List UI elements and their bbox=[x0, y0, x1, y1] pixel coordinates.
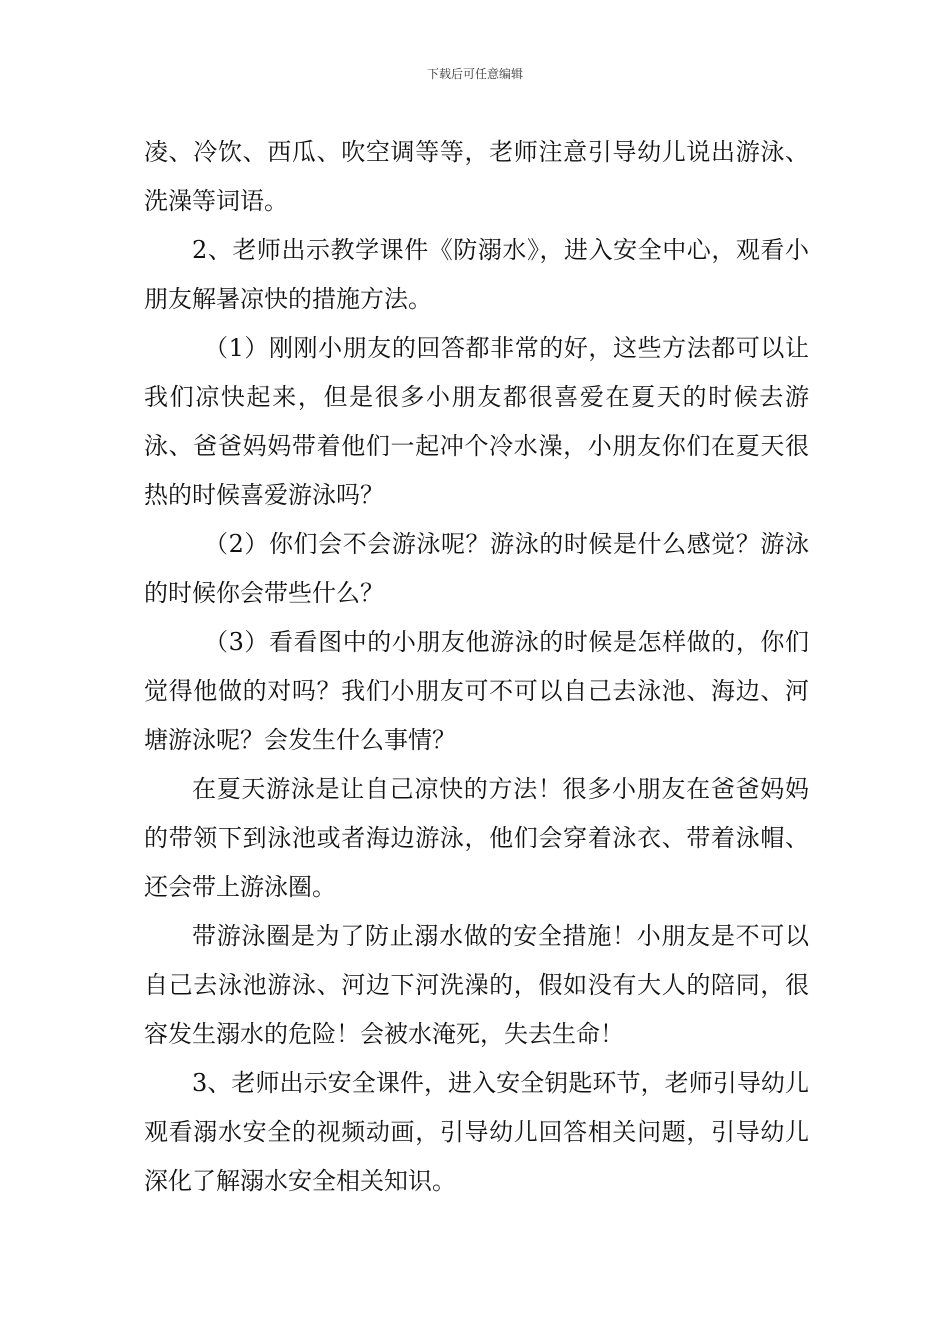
paragraph-sub-2: （2）你们会不会游泳呢？游泳的时候是什么感觉？游泳的时候你会带些什么？ bbox=[144, 530, 809, 607]
paragraph-sub-1: （1）刚刚小朋友的回答都非常的好，这些方法都可以让我们凉快起来，但是很多小朋友都很喜爱在夏天的时候去游泳、爸爸妈妈带着他们一起冲个冷水澡，小朋友你们在夏天很热的时候喜爱游泳吗？ bbox=[144, 334, 809, 509]
paragraph-summer-swimming: 在夏天游泳是让自己凉快的方法！很多小朋友在爸爸妈妈的带领下到泳池或者海边游泳，他们会穿着泳衣、带着泳帽、还会带上游泳圈。 bbox=[144, 775, 809, 901]
paragraph-step-3: 3、老师出示安全课件，进入安全钥匙环节，老师引导幼儿观看溺水安全的视频动画，引导幼儿回答相关问题，引导幼儿深化了解溺水安全相关知识。 bbox=[144, 1069, 809, 1195]
document-body bbox=[144, 128, 809, 1206]
paragraph-sub-3: （3）看看图中的小朋友他游泳的时候是怎样做的，你们觉得他做的对吗？我们小朋友可不可以自己去泳池、海边、河塘游泳呢？会发生什么事情？ bbox=[144, 628, 809, 754]
paragraph-swim-ring-safety: 带游泳圈是为了防止溺水做的安全措施！小朋友是不可以自己去泳池游泳、河边下河洗澡的，假如没有大人的陪同，很容发生溺水的危险！会被水淹死，失去生命！ bbox=[144, 922, 809, 1048]
paragraph-continuation: 凌、冷饮、西瓜、吹空调等等，老师注意引导幼儿说出游泳、洗澡等词语。 bbox=[144, 138, 809, 215]
paragraph-step-2: 2、老师出示教学课件《防溺水》，进入安全中心，观看小朋友解暑凉快的措施方法。 bbox=[144, 236, 809, 313]
page-header: 下载后可任意编辑 bbox=[426, 67, 523, 81]
